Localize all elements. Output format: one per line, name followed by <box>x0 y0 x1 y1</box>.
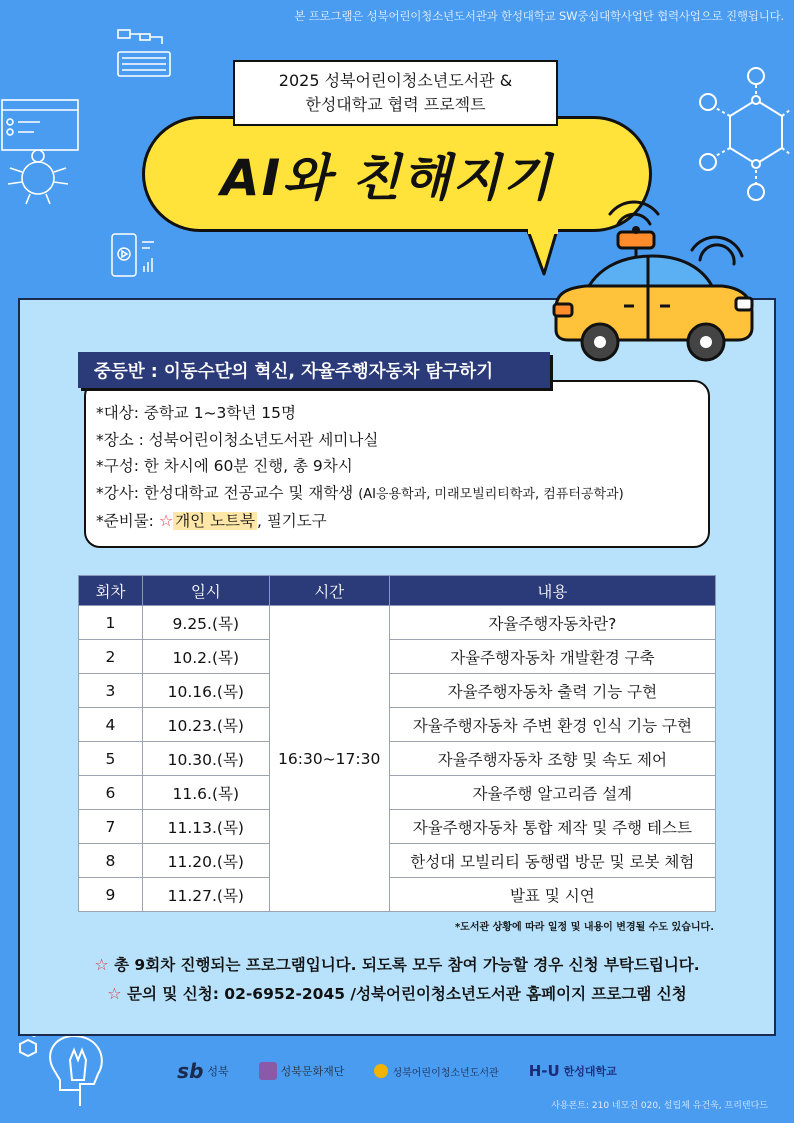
notice-sessions <box>0 953 794 975</box>
table-row <box>79 844 716 878</box>
project-title-line1: 2025 성북어린이청소년도서관 & <box>278 71 513 90</box>
session-date: 10.16.(목) <box>142 674 269 708</box>
logo-hansung-text: 한성대학교 <box>563 1065 617 1078</box>
logo-library-text: 성북어린이청소년도서관 <box>392 1067 499 1079</box>
logo-hansung-mark: H-U <box>528 1062 560 1080</box>
table-row <box>79 810 716 844</box>
session-content: 한성대 모빌리티 동행랩 방문 및 로봇 체험 <box>389 844 715 878</box>
session-date: 11.6.(목) <box>142 776 269 810</box>
header-session: 회차 <box>79 576 143 606</box>
logo-seongbuk <box>177 1059 229 1083</box>
session-content: 발표 및 시연 <box>389 878 715 912</box>
session-no: 1 <box>79 606 143 640</box>
project-title-box <box>233 60 558 126</box>
session-date: 10.30.(목) <box>142 742 269 776</box>
star-icon: ☆ <box>158 511 174 530</box>
table-row <box>79 776 716 810</box>
star-icon: ☆ <box>107 984 122 1003</box>
program-info-box <box>84 380 710 548</box>
info-target: *대상: 중학교 1~3학년 15명 <box>96 404 296 422</box>
session-no: 3 <box>79 674 143 708</box>
logo-library <box>374 1064 498 1079</box>
info-instructor-main: *강사: 한성대학교 전공교수 및 재학생 <box>96 483 354 502</box>
session-date: 11.27.(목) <box>142 878 269 912</box>
font-credit: 사용폰트: 210 네모진 020, 설립체 유건욱, 프리텐다드 <box>551 1101 768 1111</box>
session-no: 5 <box>79 742 143 776</box>
culture-icon <box>259 1062 277 1080</box>
schedule-change-note: *도서관 상황에 따라 일정 및 내용이 변경될 수도 있습니다. <box>454 922 714 933</box>
info-prep-highlight: 개인 노트북 <box>175 512 255 530</box>
session-content: 자율주행자동차란? <box>389 606 715 640</box>
main-title: AI와 친해지기 <box>220 149 554 207</box>
session-date: 11.13.(목) <box>142 810 269 844</box>
table-row <box>79 606 716 640</box>
session-content: 자율주행자동차 주변 환경 인식 기능 구현 <box>389 708 715 742</box>
session-content: 자율주행자동차 조향 및 속도 제어 <box>389 742 715 776</box>
session-content: 자율주행자동차 출력 기능 구현 <box>389 674 715 708</box>
library-icon <box>374 1064 388 1078</box>
info-preparation <box>96 508 708 535</box>
session-content: 자율주행 알고리즘 설계 <box>389 776 715 810</box>
info-prep-rest: , 필기도구 <box>256 512 327 530</box>
logo-hansung <box>529 1062 617 1080</box>
notice-contact <box>0 982 794 1004</box>
info-prep-label: *준비물: <box>96 512 154 530</box>
table-row <box>79 674 716 708</box>
logo-culture-foundation <box>259 1062 345 1080</box>
code-window-icon <box>0 98 82 210</box>
class-title-badge: 중등반 : 이동수단의 혁신, 자율주행자동차 탐구하기 <box>78 352 550 388</box>
info-structure: *구성: 한 차시에 60분 진행, 총 9차시 <box>96 457 353 475</box>
session-no: 9 <box>79 878 143 912</box>
logo-culture-text: 성북문화재단 <box>280 1065 345 1078</box>
info-instructor <box>96 480 708 509</box>
header-time: 시간 <box>269 576 389 606</box>
session-date: 10.23.(목) <box>142 708 269 742</box>
header-note: 본 프로그램은 성북어린이청소년도서관과 한성대학교 SW중심대학사업단 협력사업으로 진행됩니다. <box>294 9 784 23</box>
header-date: 일시 <box>142 576 269 606</box>
notice-contact-text: 문의 및 신청: 02-6952-2045 /성북어린이청소년도서관 홈페이지 프로그램 신청 <box>127 985 687 1003</box>
logo-seongbuk-mark: sb <box>177 1059 204 1083</box>
session-date: 11.20.(목) <box>142 844 269 878</box>
table-row <box>79 742 716 776</box>
table-row <box>79 640 716 674</box>
session-date: 9.25.(목) <box>142 606 269 640</box>
keyboard-icon <box>112 28 174 80</box>
info-place: *장소 : 성북어린이청소년도서관 세미나실 <box>96 430 379 449</box>
table-row <box>79 708 716 742</box>
session-content: 자율주행자동차 개발환경 구축 <box>389 640 715 674</box>
logo-seongbuk-text: 성북 <box>207 1065 229 1078</box>
session-no: 6 <box>79 776 143 810</box>
header-content: 내용 <box>389 576 715 606</box>
table-row <box>79 878 716 912</box>
self-driving-car-icon <box>552 190 762 366</box>
phone-play-icon <box>110 232 158 278</box>
partner-logos <box>0 1058 794 1084</box>
schedule-header-row <box>79 576 716 606</box>
session-content: 자율주행자동차 통합 제작 및 주행 테스트 <box>389 810 715 844</box>
star-icon: ☆ <box>94 955 109 974</box>
project-title-line2: 한성대학교 협력 프로젝트 <box>305 95 486 114</box>
session-no: 2 <box>79 640 143 674</box>
info-instructor-detail: (AI응용학과, 미래모빌리티학과, 컴퓨터공학과) <box>358 486 624 502</box>
session-date: 10.2.(목) <box>142 640 269 674</box>
schedule-table <box>78 575 716 912</box>
session-no: 7 <box>79 810 143 844</box>
session-no: 8 <box>79 844 143 878</box>
session-no: 4 <box>79 708 143 742</box>
notice-sessions-text: 총 9회차 진행되는 프로그램입니다. 되도록 모두 참여 가능할 경우 신청 부탁드립니다. <box>114 956 700 974</box>
session-time: 16:30~17:30 <box>269 606 389 912</box>
